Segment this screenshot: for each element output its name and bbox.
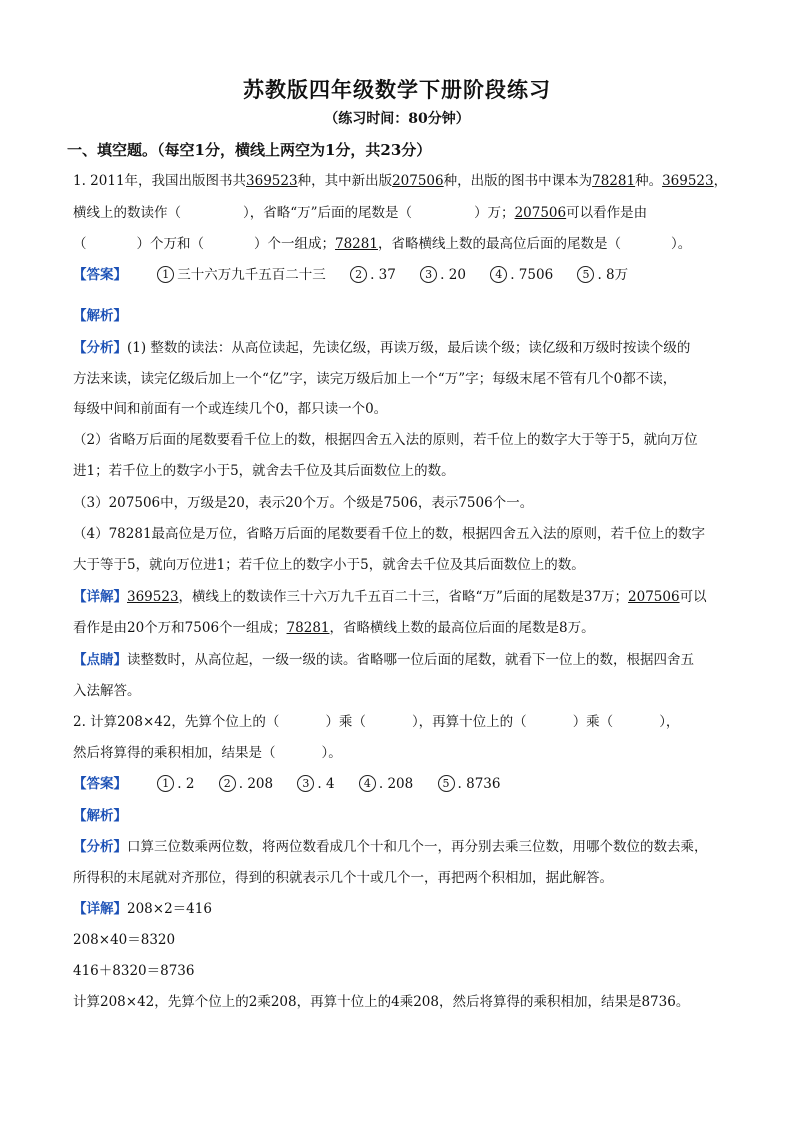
q1-fx-5: 进1；若千位上的数字小于5，就舍去千位及其后面数位上的数。	[73, 463, 455, 479]
q1-dj-2: 入法解答。	[73, 683, 141, 699]
q1-xj-1: 【详解】369523，横线上的数读作三十六万九千五百二十三，省略“万”后面的尾数是37万；207506可以	[73, 589, 707, 605]
q1-line-2: 横线上的数读作（ ），省略“万”后面的尾数是（ ）万；207506可以看作是由	[73, 205, 648, 221]
answer-item: 2 . 37	[350, 265, 396, 285]
answer-item: 4 . 7506	[490, 265, 553, 285]
q2-analysis-label: 【解析】	[73, 808, 127, 824]
q1-dj-1: 【点睛】读整数时，从高位起，一级一级的读。省略哪一位后面的尾数，就看下一位上的数，根据四舍五	[73, 652, 694, 668]
answer-item: 5 . 8万	[577, 265, 628, 285]
q1-fx-6: （3）207506中，万级是20，表示20个万。个级是7506，表示7506个一。	[73, 495, 534, 511]
answer-item: 2 . 208	[219, 774, 273, 794]
answer-item: 5 . 8736	[438, 774, 501, 794]
answer-item: 1 三十六万九千五百二十三	[157, 265, 326, 285]
page-title: 苏教版四年级数学下册阶段练习	[243, 77, 551, 102]
answer-label: 【答案】	[73, 267, 127, 283]
q2-fx-2: 所得积的末尾就对齐那位，得到的积就表示几个十或几个一，再把两个积相加，据此解答。	[73, 870, 613, 886]
section-heading: 一、填空题。（每空1分，横线上两空为1分，共23分）	[67, 141, 432, 159]
answer-item: 3 . 20	[420, 265, 466, 285]
q2-fx-1: 【分析】口算三位数乘两位数，将两位数看成几个十和几个一，再分别去乘三位数，用哪个数位的数去乘，	[73, 839, 708, 855]
answer-item: 3 . 4	[297, 774, 334, 794]
q2-line-1: 2. 计算208×42，先算个位上的（ ）乘（ ），再算十位上的（ ）乘（ ），	[73, 714, 680, 730]
q1-fx-2: 方法来读，读完亿级后加上一个“亿”字，读完万级后加上一个“万”字；每级末尾不管有几个0都不读，	[73, 371, 677, 387]
q1-fx-1: 【分析】(1) 整数的读法：从高位读起，先读亿级，再读万级，最后读个级；读亿级和万级时按读个级的	[73, 340, 691, 356]
q2-xj-3: 416＋8320＝8736	[73, 963, 195, 979]
q1-answer-row	[73, 265, 648, 285]
answer-item: 1 . 2	[157, 774, 194, 794]
q1-fx-8: 大于等于5，就向万位进1；若千位上的数字小于5，就舍去千位及其后面数位上的数。	[73, 557, 585, 573]
q1-fx-4: （2）省略万后面的尾数要看千位上的数，根据四舍五入法的原则，若千位上的数字大于等于5，就向万位	[73, 432, 698, 448]
q2-answer-row	[73, 774, 521, 794]
q2-xj-2: 208×40＝8320	[73, 932, 176, 948]
q1-fx-7: （4）78281最高位是万位，省略万后面的尾数要看千位上的数，根据四舍五入法的原则，若千位上的数字	[73, 526, 706, 542]
q1-fx-3: 每级中间和前面有一个或连续几个0，都只读一个0。	[73, 401, 388, 417]
q1-analysis-label: 【解析】	[73, 308, 127, 324]
page-subtitle: （练习时间：80分钟）	[324, 111, 470, 127]
q1-xj-2: 看作是由20个万和7506个一组成；78281，省略横线上数的最高位后面的尾数是8万。	[73, 620, 595, 636]
q2-line-2: 然后将算得的乘积相加，结果是（ ）。	[73, 745, 342, 761]
q2-xj-1: 【详解】208×2＝416	[73, 901, 212, 917]
answer-label: 【答案】	[73, 776, 127, 792]
q1-line-3: （ ）个万和（ ）个一组成；78281，省略横线上数的最高位后面的尾数是（ ）。	[73, 236, 692, 252]
q1-line-1: 1. 2011年，我国出版图书共369523种，其中新出版207506种，出版的图书中课本为78281种。369523，	[73, 173, 728, 189]
answer-item: 4 . 208	[359, 774, 413, 794]
q2-xj-4: 计算208×42，先算个位上的2乘208，再算十位上的4乘208，然后将算得的乘积相加，结果是8736。	[73, 994, 690, 1010]
